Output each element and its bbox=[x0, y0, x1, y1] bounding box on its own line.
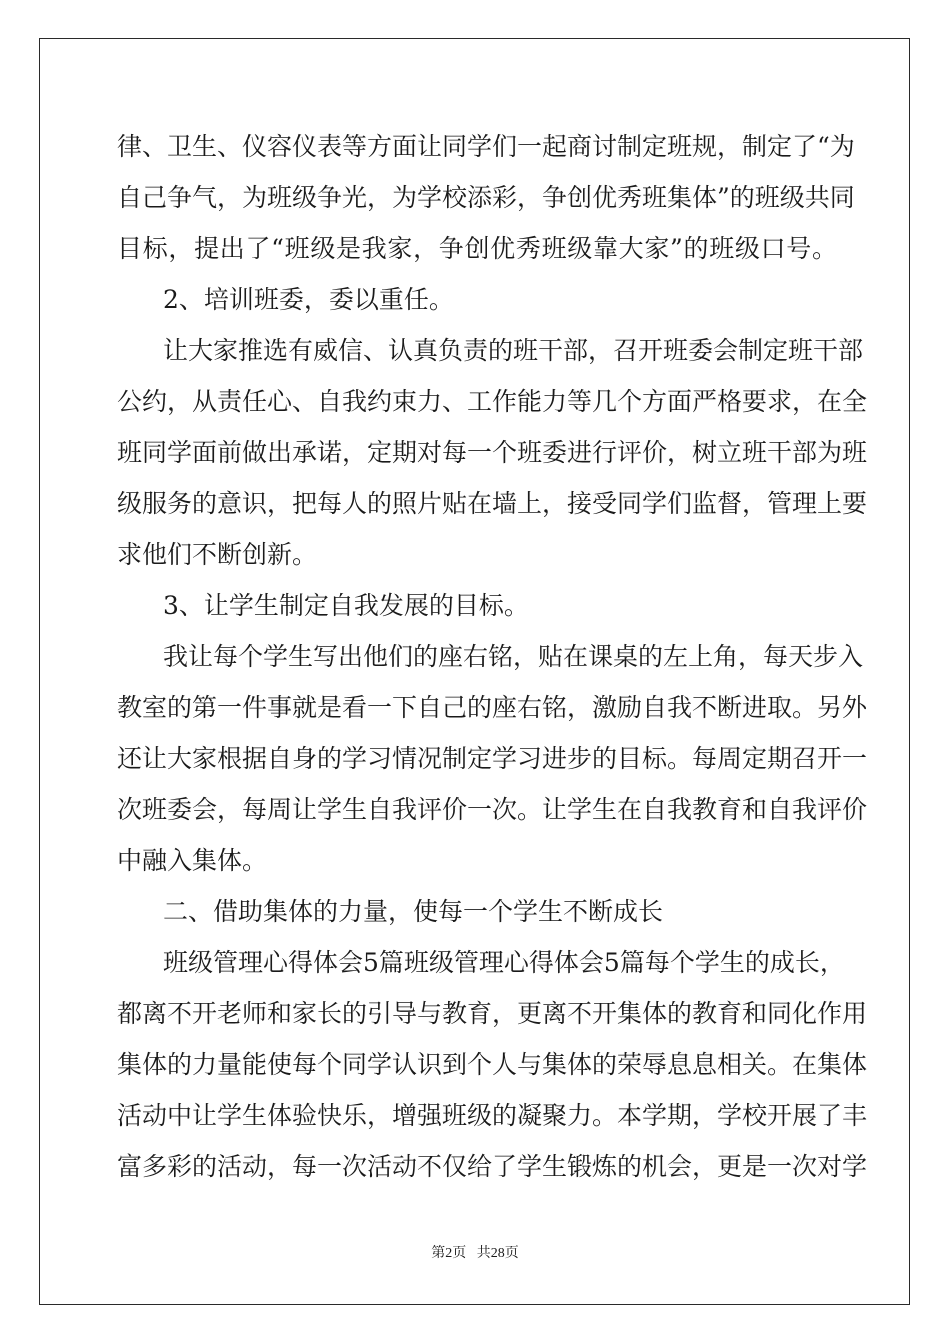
text-line: 班同学面前做出承诺，定期对每一个班委进行评价，树立班干部为班 bbox=[117, 438, 868, 467]
text-line: 都离不开老师和家长的引导与教育，更离不开集体的教育和同化作用 bbox=[117, 999, 868, 1028]
page-footer bbox=[0, 1242, 950, 1262]
page-number: 第2页 bbox=[431, 1246, 467, 1261]
text-line: 求他们不断创新。 bbox=[117, 540, 318, 569]
page-total: 共28页 bbox=[476, 1246, 519, 1261]
text-line: 教室的第一件事就是看一下自己的座右铭，激励自我不断进取。另外 bbox=[117, 693, 868, 722]
text-line: 集体的力量能使每个同学认识到个人与集体的荣辱息息相关。在集体 bbox=[117, 1050, 868, 1079]
text-line: 富多彩的活动，每一次活动不仅给了学生锻炼的机会，更是一次对学 bbox=[117, 1152, 868, 1181]
text-line: 我让每个学生写出他们的座右铭，贴在课桌的左上角，每天步入 bbox=[163, 642, 864, 671]
text-line: 级服务的意识，把每人的照片贴在墙上，接受同学们监督，管理上要 bbox=[117, 489, 868, 518]
text-line: 让大家推选有威信、认真负责的班干部，召开班委会制定班干部 bbox=[163, 336, 864, 365]
section-heading: 2、培训班委，委以重任。 bbox=[163, 285, 454, 314]
text-line: 目标，提出了“班级是我家，争创优秀班级靠大家”的班级口号。 bbox=[117, 234, 837, 263]
section-heading: 3、让学生制定自我发展的目标。 bbox=[163, 591, 529, 620]
text-line: 次班委会，每周让学生自我评价一次。让学生在自我教育和自我评价 bbox=[117, 795, 868, 824]
text-line: 律、卫生、仪容仪表等方面让同学们一起商讨制定班规，制定了“为 bbox=[117, 132, 855, 161]
text-line: 班级管理心得体会5篇班级管理心得体会5篇每个学生的成长， bbox=[163, 948, 845, 977]
text-line: 自己争气，为班级争光，为学校添彩，争创优秀班集体”的班级共同 bbox=[117, 183, 855, 212]
text-line: 活动中让学生体验快乐，增强班级的凝聚力。本学期，学校开展了丰 bbox=[117, 1101, 868, 1130]
text-line: 中融入集体。 bbox=[117, 846, 268, 875]
text-line: 公约，从责任心、自我约束力、工作能力等几个方面严格要求，在全 bbox=[117, 387, 868, 416]
text-line: 还让大家根据自身的学习情况制定学习进步的目标。每周定期召开一 bbox=[117, 744, 868, 773]
section-heading: 二、借助集体的力量，使每一个学生不断成长 bbox=[163, 897, 664, 926]
